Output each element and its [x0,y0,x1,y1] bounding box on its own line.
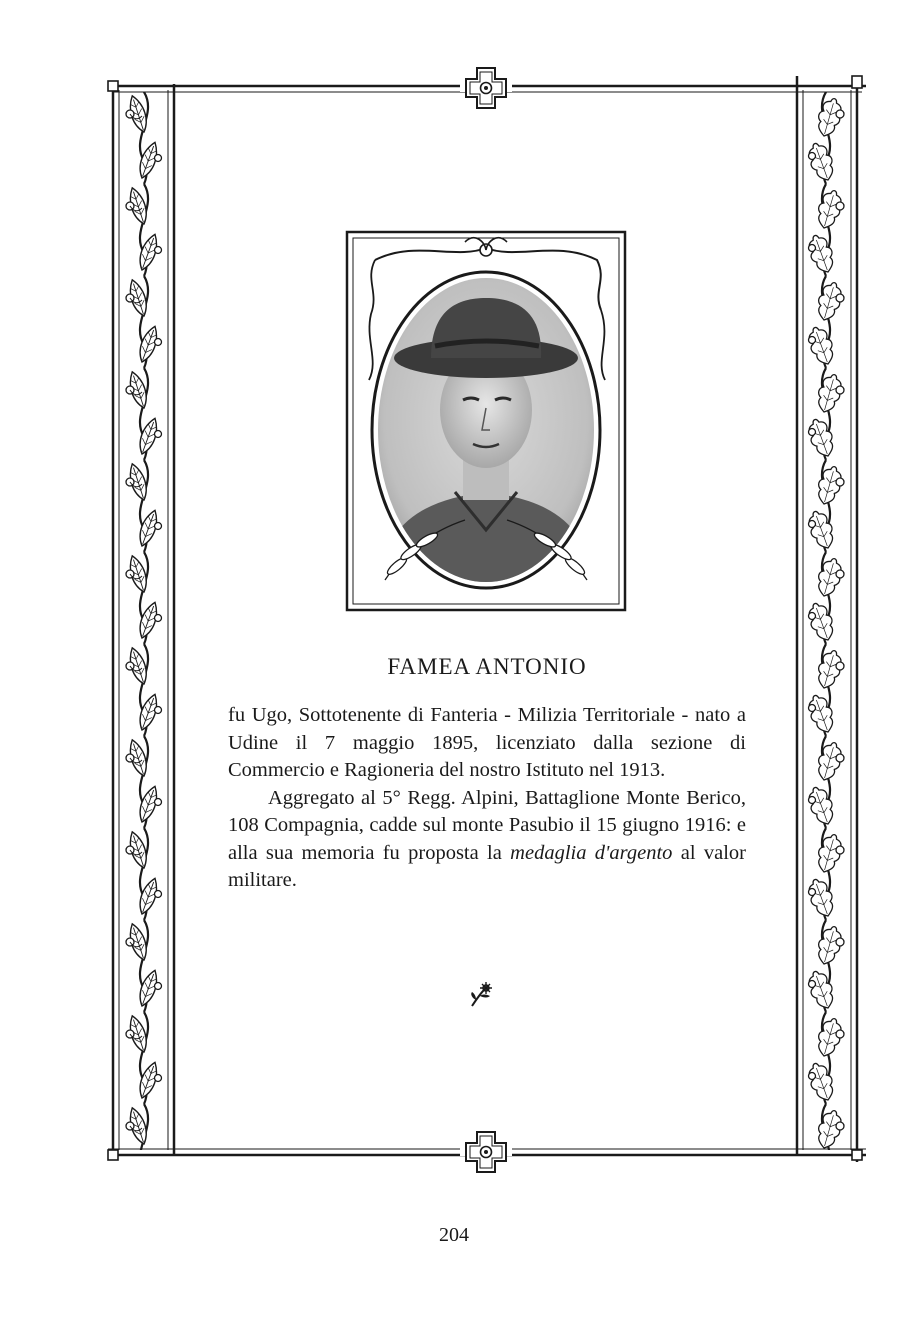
oval-portrait-photo [345,230,627,612]
flower-sprig-icon [466,980,498,1010]
bottom-cross-emblem-icon [460,1132,512,1172]
page-number: 204 [439,1224,469,1246]
person-name-heading: FAMEA ANTONIO [387,654,587,679]
biography-paragraph-1: fu Ugo, Sottotenente di Fanteria - Milizia Territoriale - nato a Udine il 7 maggio 1895, licenziato dalla sezione di Commercio e Ragioneria del nostro Istituto nel 1913. [228,704,746,781]
biography-text [228,702,746,895]
medal-name: medaglia d'argento [510,841,673,864]
biography-paragraph-2: Aggregato al 5° Regg. Alpini, Battaglione Monte Berico, 108 Compagnia, cadde sul monte Pasubio il 15 giugno 1916: e alla sua memoria fu proposta la medaglia d'argento al valor militare. [228,786,746,891]
top-cross-emblem-icon [460,68,512,108]
portrait-frame [345,230,627,612]
